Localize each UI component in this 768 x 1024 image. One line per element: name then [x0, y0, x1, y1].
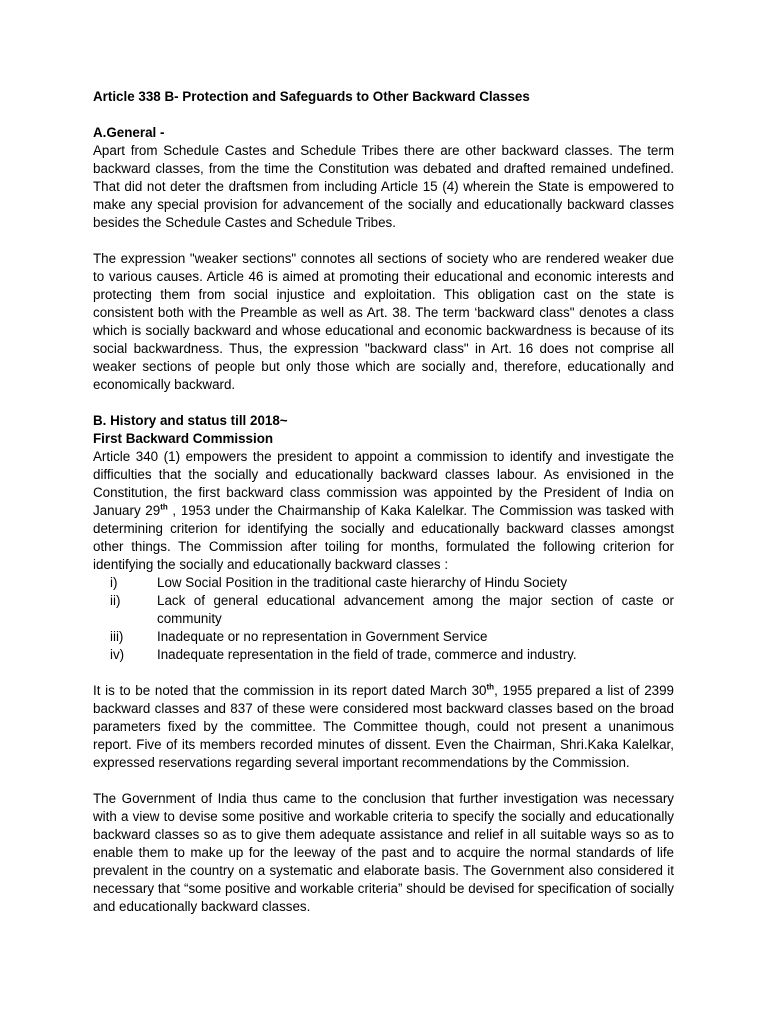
document-title: Article 338 B- Protection and Safeguards to Other Backward Classes [93, 89, 530, 104]
list-item-text: Lack of general educational advancement among the major section of caste or community [157, 593, 674, 626]
list-item-number: iv) [110, 647, 125, 662]
list-item [93, 646, 674, 664]
section-a-paragraph-2: The expression "weaker sections" connotes all sections of society who are rendered weaker due to various causes. Article 46 is aimed at promoting their educational and economic interests and protecting them from social injustice and exploitation. This obligation cast on the state is consistent both with the Preamble as well as Art. 38. The term ‘backward class" denotes a class which is socially backward and whose educational and economic backwardness is because of its social backwardness. Thus, the expression "backward class" in Art. 16 does not comprise all weaker sections of people but only those which are socially and, therefore, educationally and economically backward. [93, 251, 674, 392]
list-item-text: Inadequate or no representation in Government Service [157, 629, 488, 644]
criteria-list [93, 574, 674, 664]
list-item [93, 574, 674, 592]
section-b-paragraph-3: The Government of India thus came to the conclusion that further investigation was necessary with a view to devise some positive and workable criteria to specify the socially and educationally backward classes so as to give them adequate assistance and relief in all suitable ways so as to enable them to make up for the leeway of the past and to acquire the normal standards of life prevalent in the country on a systematic and elaborate basis. The Government also considered it necessary that “some positive and workable criteria” should be devised for specification of socially and educationally backward classes. [93, 791, 674, 914]
list-item [93, 628, 674, 646]
superscript-ordinal: th [486, 682, 495, 692]
list-item [93, 592, 674, 628]
section-a-paragraph-1: Apart from Schedule Castes and Schedule Tribes there are other backward classes. The term backward classes, from the time the Constitution was debated and drafted remained undefined. That did not deter the draftsmen from including Article 15 (4) wherein the State is empowered to make any special provision for advancement of the socially and educationally backward classes besides the Schedule Castes and Schedule Tribes. [93, 143, 674, 230]
section-b-paragraph-2: It is to be noted that the commission in its report dated March 30th, 1955 prepared a list of 2399 backward classes and 837 of these were considered most backward classes based on the broad parameters fixed by the committee. The Committee though, could not present a unanimous report. Five of its members recorded minutes of dissent. Even the Chairman, Shri.Kaka Kalelkar, expressed reservations regarding several important recommendations by the Commission. [93, 682, 674, 770]
section-a-heading: A.General - [93, 125, 165, 140]
section-b-subheading: First Backward Commission [93, 431, 274, 446]
superscript-ordinal: th [160, 502, 168, 512]
list-item-text: Inadequate representation in the field of trade, commerce and industry. [157, 647, 577, 662]
list-item-number: ii) [110, 593, 121, 608]
list-item-number: i) [110, 575, 118, 590]
list-item-number: iii) [110, 629, 124, 644]
section-b-paragraph-1: Article 340 (1) empowers the president to appoint a commission to identify and investigate the difficulties that the socially and educationally backward classes labour. As envisioned in the Constitution, the first backward class commission was appointed by the President of India on January 29th , 1953 under the Chairmanship of Kaka Kalelkar. The Commission was tasked with determining criterion for identifying the socially and educationally backward classes amongst other things. The Commission after toiling for months, formulated the following criterion for identifying the socially and educationally backward classes : [93, 449, 674, 572]
section-b-heading: B. History and status till 2018~ [93, 413, 288, 428]
list-item-text: Low Social Position in the traditional caste hierarchy of Hindu Society [157, 575, 568, 590]
